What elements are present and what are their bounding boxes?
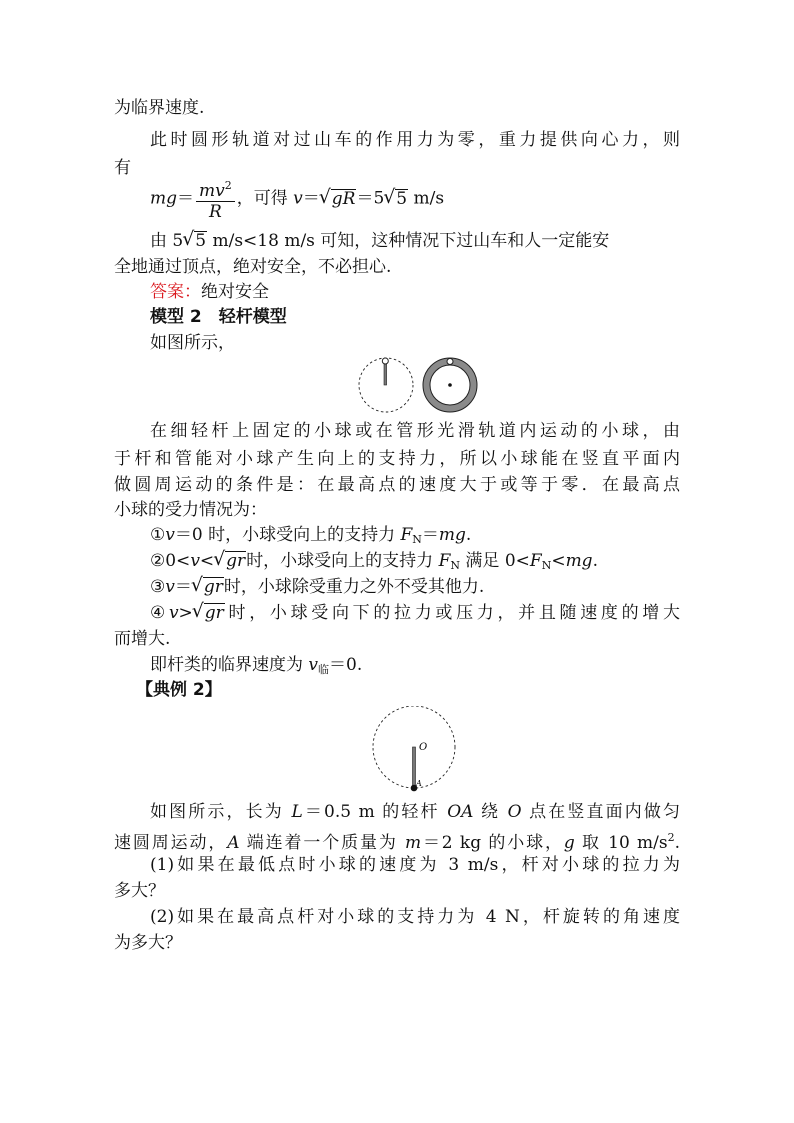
fraction-numerator	[196, 176, 235, 202]
formula-text: ，可得	[236, 188, 294, 209]
formula-v: v	[293, 188, 303, 209]
subscript-N: N	[541, 559, 552, 572]
text-line: 在细轻杆上固定的小球或在管形光滑轨道内运动的小球，由	[150, 421, 680, 441]
formula-eq3: ＝5	[356, 188, 385, 209]
question-2: (2)如果在最高点杆对小球的支持力为 4 N，杆旋转的角速度	[150, 907, 680, 927]
text-span: 取 10 m/s	[574, 833, 668, 853]
text-span: ①	[150, 525, 166, 545]
text-span: 时，小球受向上的支持力	[246, 551, 439, 571]
formula-line	[150, 176, 444, 222]
text-span: 时，小球受向下的拉力或压力，并且随速度的增大	[224, 603, 680, 623]
ball-in-tube	[447, 359, 453, 365]
text-span: <	[551, 551, 566, 571]
subscript-lin: 临	[318, 663, 330, 676]
text-span: ＝	[421, 525, 439, 545]
text-span: 由 5	[150, 231, 184, 251]
text-line: 全地通过顶点，绝对安全，不必担心.	[114, 257, 392, 277]
label-O: O	[419, 742, 428, 753]
tube-center	[448, 383, 452, 387]
sqrt-gR	[321, 179, 357, 219]
light-rod	[384, 363, 387, 385]
text-span: 时，小球除受重力之外不受其他力.	[223, 577, 485, 597]
fraction-denominator: R	[208, 202, 222, 222]
example-heading: 【典例 2】	[136, 680, 222, 700]
figure-rod-OA	[370, 706, 462, 796]
subscript-N: N	[412, 533, 422, 546]
text-span: >	[178, 603, 193, 623]
section-heading: 模型 2 轻杆模型	[150, 307, 287, 327]
sqrt-gr	[193, 574, 224, 600]
text-line: 为多大？	[114, 933, 182, 953]
var-g: g	[563, 833, 575, 853]
formula-mg: mg	[150, 188, 178, 209]
formula-eq: ＝	[177, 188, 195, 209]
text-line	[150, 228, 609, 254]
var-mg: mg	[438, 525, 466, 545]
text-span: 如图所示，长为	[150, 802, 292, 822]
question-1: (1)如果在最低点时小球的速度为 3 m/s，杆对小球的拉力为	[150, 855, 680, 875]
sqrt-gr	[194, 600, 225, 626]
text-line: 此时圆形轨道对过山车的作用力为零，重力提供向心力，则	[150, 130, 680, 150]
ball-top	[382, 358, 388, 364]
sqrt-gr	[215, 548, 246, 574]
var-O: O	[507, 802, 522, 822]
answer-line	[150, 279, 269, 305]
text-span: .	[592, 551, 598, 571]
var-L: L	[291, 802, 303, 822]
text-span: ＝0.	[329, 655, 363, 675]
var-F: F	[438, 551, 451, 571]
text-span: ③	[150, 577, 166, 597]
radicand-gr: gr	[226, 551, 246, 571]
text-span: ＝2 kg 的小球，	[421, 833, 564, 853]
case-4	[150, 600, 680, 626]
var-v: v	[165, 577, 175, 597]
formula-fraction	[196, 176, 235, 222]
text-span: ④	[150, 603, 169, 623]
var-v: v	[165, 525, 175, 545]
var-A: A	[227, 833, 240, 853]
case-3	[150, 574, 484, 600]
subscript-N: N	[450, 559, 461, 572]
formula-mv: mv	[199, 181, 225, 201]
radicand: 5	[195, 231, 207, 251]
text-span: ＝0 时，小球受向上的支持力	[174, 525, 401, 545]
var-v: v	[168, 603, 179, 623]
answer-label: 答案：	[150, 282, 201, 302]
sqrt-5b	[184, 228, 207, 254]
text-span: 即杆类的临界速度为	[150, 655, 309, 675]
text-span: 绕	[473, 802, 508, 822]
text-line: 如图所示，	[150, 333, 235, 353]
formula-unit: m/s	[408, 188, 445, 209]
text-line: 于杆和管能对小球产生向上的支持力，所以小球能在竖直平面内	[114, 449, 680, 469]
radicand-gr: gr	[204, 603, 224, 623]
text-line: 而增大.	[114, 629, 171, 649]
radicand-gr: gr	[203, 577, 223, 597]
var-OA: OA	[447, 802, 474, 822]
text-span: 满足 0<	[460, 551, 530, 571]
text-span: .	[674, 833, 681, 853]
text-line: 为临界速度.	[114, 98, 205, 118]
text-span: ②0<	[150, 551, 191, 571]
text-span: 速圆周运动，	[114, 833, 228, 853]
var-mg: mg	[565, 551, 593, 571]
radicand-5: 5	[396, 188, 408, 209]
var-v: v	[190, 551, 200, 571]
var-F: F	[529, 551, 542, 571]
sqrt-5	[385, 179, 408, 219]
var-m: m	[404, 833, 422, 853]
formula-eq2: ＝	[302, 188, 320, 209]
figure-rod-and-tube	[355, 352, 515, 418]
text-line: 小球的受力情况为：	[114, 500, 267, 520]
text-line: 多大？	[114, 881, 165, 901]
text-line: 做圆周运动的条件是：在最高点的速度大于或等于零．在最高点	[114, 475, 680, 495]
answer-text: 绝对安全	[201, 282, 269, 302]
text-span: ＝0.5 m 的轻杆	[302, 802, 448, 822]
text-span: .	[465, 525, 472, 545]
var-F: F	[400, 525, 413, 545]
text-span: <	[199, 551, 215, 571]
text-span: 端连着一个质量为	[239, 833, 405, 853]
text-line: 有	[114, 158, 131, 178]
text-span: 点在竖直面内做匀	[521, 802, 681, 822]
radicand-gR: gR	[331, 188, 356, 209]
var-v: v	[308, 655, 319, 675]
superscript-2: 2	[667, 831, 675, 844]
example-line	[150, 799, 680, 825]
text-span: m/s<18 m/s 可知，这种情况下过山车和人一定能安	[207, 231, 610, 251]
formula-exp: 2	[224, 179, 232, 192]
text-span: ＝	[174, 577, 192, 597]
label-A: A	[416, 779, 422, 788]
